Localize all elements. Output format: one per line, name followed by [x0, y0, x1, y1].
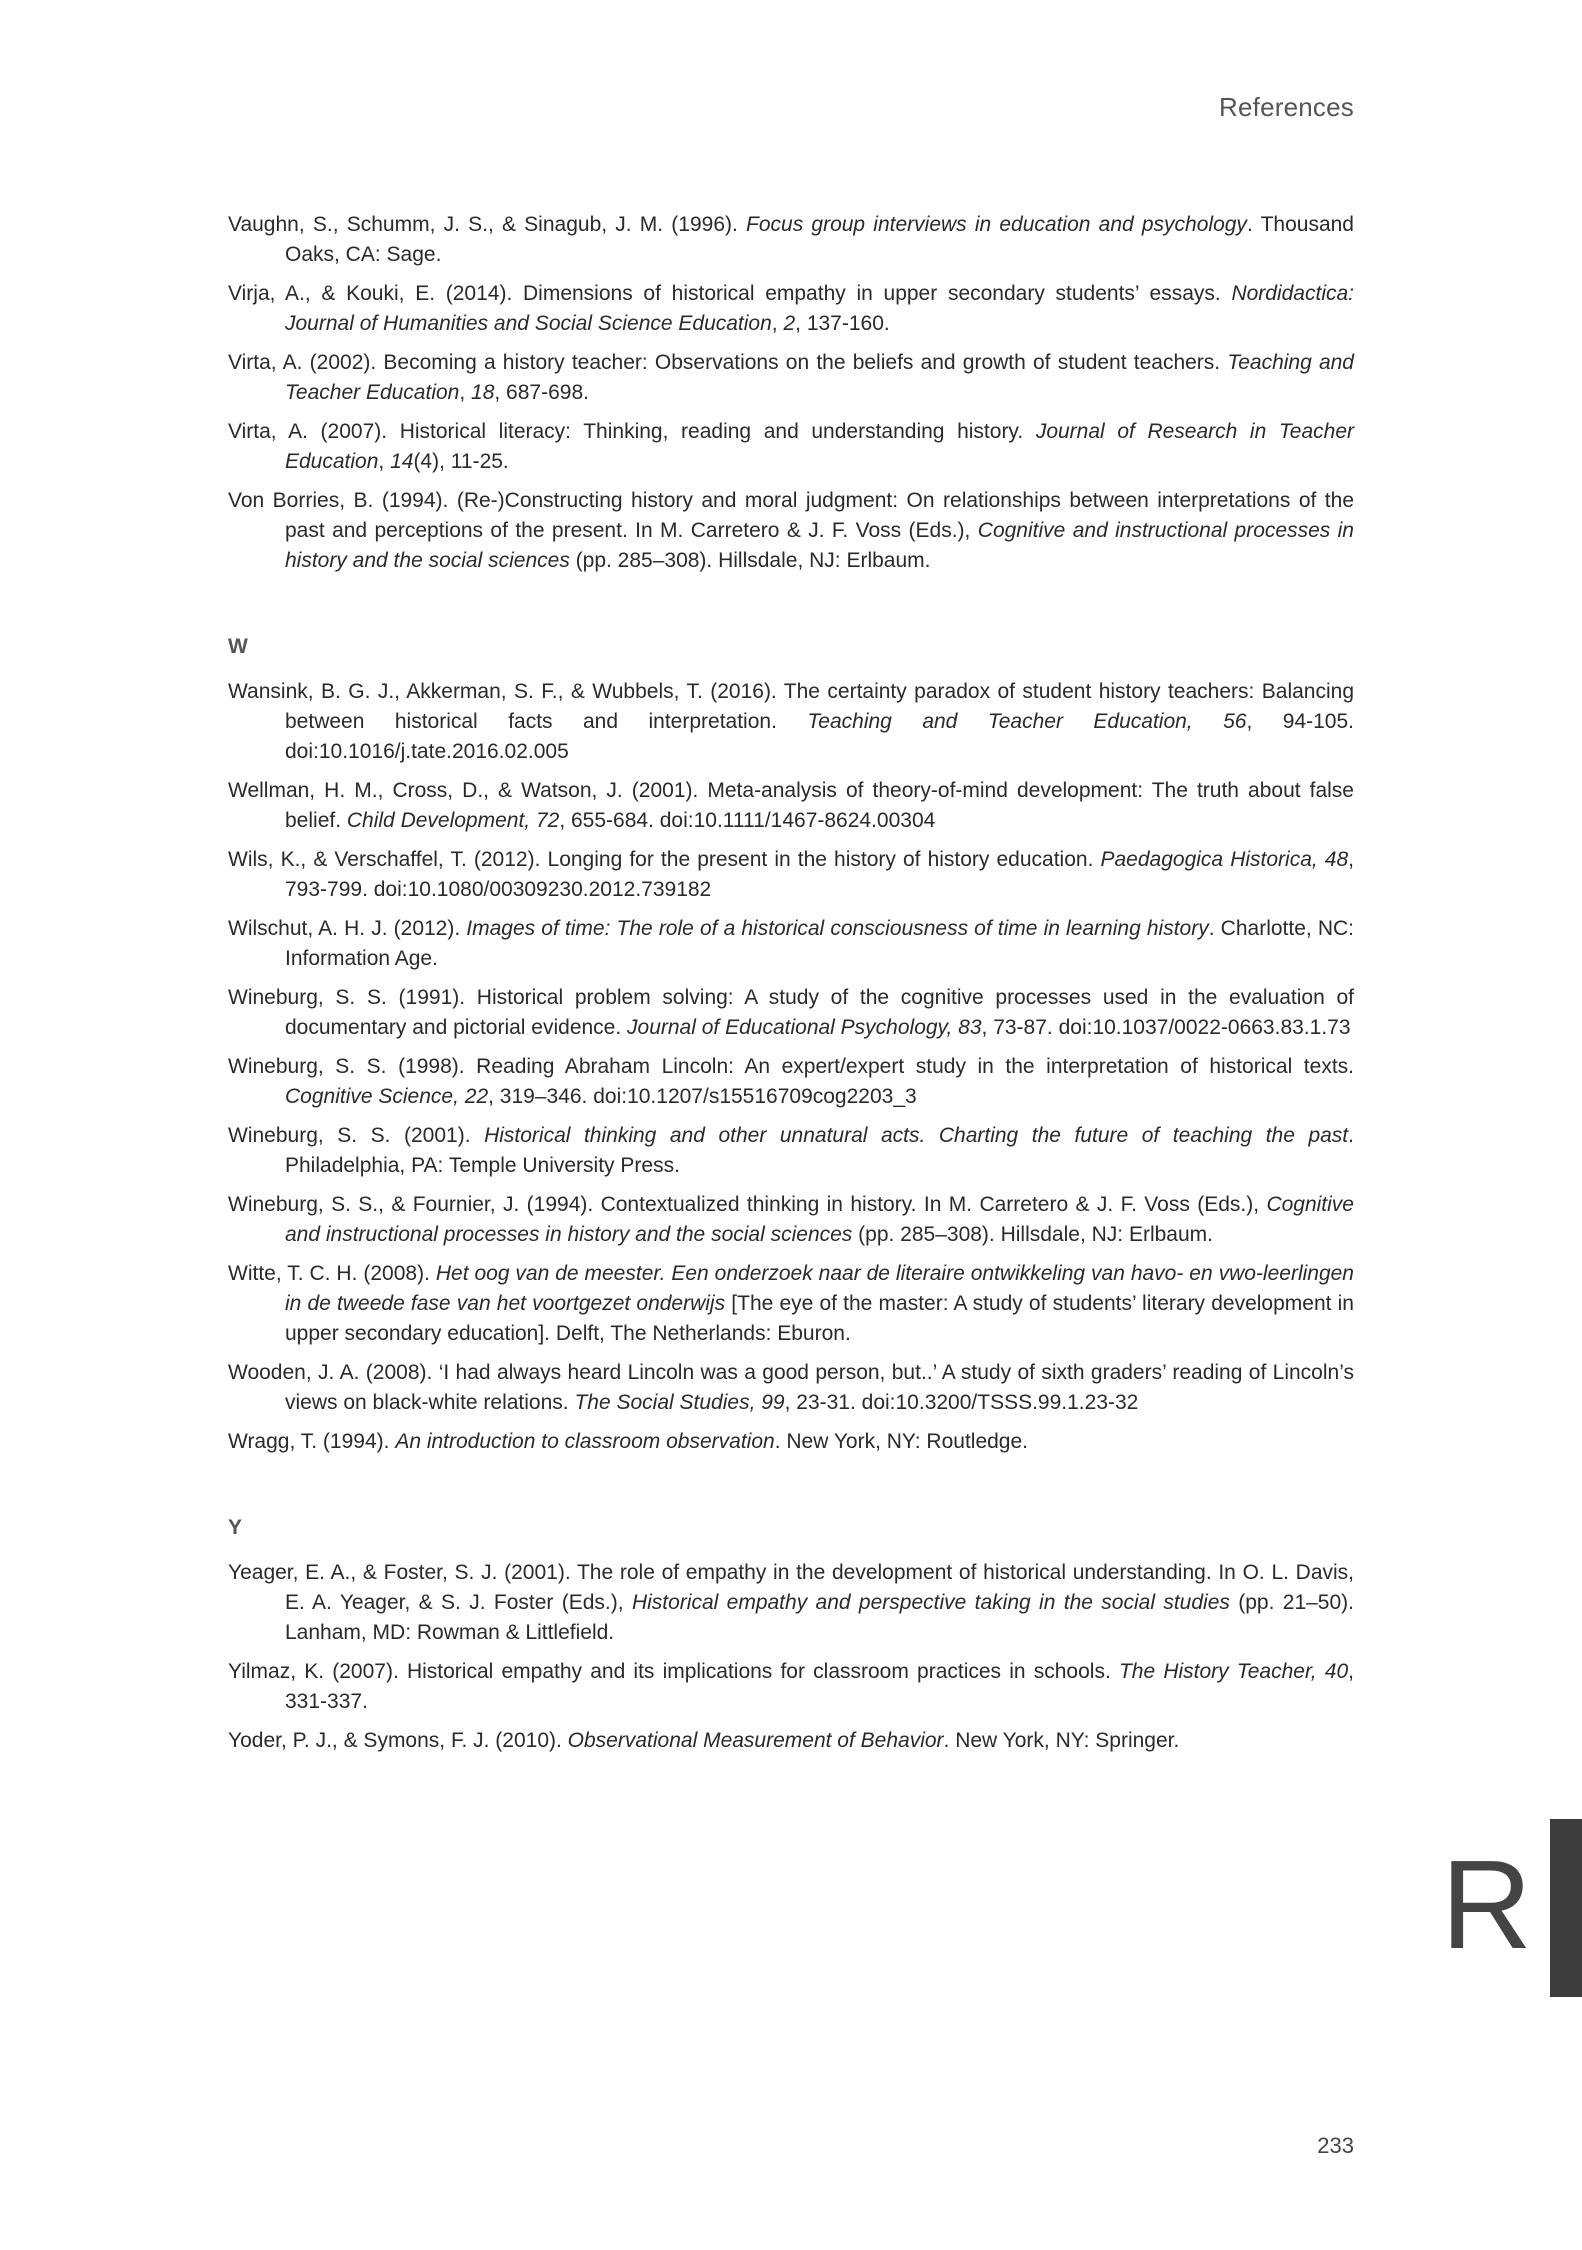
reference-entry	[228, 1358, 1354, 1418]
reference-title-segment: 14	[390, 450, 414, 473]
reference-text-segment: Wils, K., & Verschaffel, T. (2012). Longing for the present in the history of history education.	[228, 848, 1101, 871]
reference-title-segment: 2	[783, 312, 796, 335]
reference-entry	[228, 1052, 1354, 1112]
reference-title-segment: Cognitive and instructional processes in history and the social sciences	[285, 519, 1354, 572]
reference-title-segment: Cognitive and instructional processes in history and the social sciences	[285, 1193, 1354, 1246]
reference-text-segment: , 73-87. doi:10.1037/0022-0663.83.1.73	[981, 1016, 1351, 1039]
reference-title-segment: Journal of Research in Teacher Education	[285, 420, 1354, 473]
reference-text-segment: Von Borries, B. (1994). (Re-)Constructing history and moral judgment: On relationships between interpretations of the past and perceptions of the present. In M. Carretero & J. F. Voss (Eds.),	[228, 489, 1354, 542]
reference-entry	[228, 1558, 1354, 1648]
reference-entry	[228, 279, 1354, 339]
reference-text-segment: Yoder, P. J., & Symons, F. J. (2010).	[228, 1729, 568, 1752]
reference-entry	[228, 776, 1354, 836]
reference-text-segment: , 655-684. doi:10.1111/1467-8624.00304	[559, 809, 936, 832]
reference-text-segment: Virta, A. (2002). Becoming a history teacher: Observations on the beliefs and growth of student teachers.	[228, 351, 1228, 374]
reference-text-segment: . New York, NY: Springer.	[943, 1729, 1180, 1752]
reference-title-segment: 18	[471, 381, 495, 404]
reference-text-segment: Wineburg, S. S. (2001).	[228, 1124, 485, 1147]
reference-text-segment: , 687-698.	[494, 381, 589, 404]
reference-entry	[228, 677, 1354, 767]
reference-text-segment: Yeager, E. A., & Foster, S. J. (2001). The role of empathy in the development of historical understanding. In O. L. Davis, E. A. Yeager, & S. J. Foster (Eds.),	[228, 1561, 1354, 1614]
reference-entry	[228, 1121, 1354, 1181]
reference-title-segment: An introduction to classroom observation	[395, 1430, 775, 1453]
reference-text-segment: Wineburg, S. S., & Fournier, J. (1994). Contextualized thinking in history. In M. Carretero & J. F. Voss (Eds.),	[228, 1193, 1267, 1216]
reference-title-segment: Paedagogica Historica, 48	[1100, 848, 1349, 871]
reference-entry	[228, 1657, 1354, 1717]
reference-text-segment: Wooden, J. A. (2008). ‘I had always heard Lincoln was a good person, but..’ A study of sixth graders’ reading of Lincoln’s views on black-white relations.	[228, 1361, 1354, 1414]
reference-text-segment: , 137-160.	[795, 312, 890, 335]
reference-text-segment: , 793-799. doi:10.1080/00309230.2012.739182	[285, 848, 1354, 901]
reference-entry	[228, 486, 1354, 576]
reference-title-segment: Historical thinking and other unnatural acts. Charting the future of teaching the past	[484, 1124, 1349, 1147]
reference-title-segment: The History Teacher, 40	[1118, 1660, 1349, 1683]
reference-text-segment: (pp. 285–308). Hillsdale, NJ: Erlbaum.	[852, 1223, 1213, 1246]
reference-text-segment: ,	[459, 381, 472, 404]
reference-text-segment: Wilschut, A. H. J. (2012).	[228, 917, 467, 940]
reference-text-segment: . Charlotte, NC: Information Age.	[285, 917, 1355, 970]
reference-title-segment: Het oog van de meester. Een onderzoek naar de literaire ontwikkeling van havo- en vwo-leerlingen in de tweede fase van het voortgezet onderwijs	[285, 1262, 1354, 1315]
reference-text-segment: , 94-105. doi:10.1016/j.tate.2016.02.005	[285, 710, 1354, 763]
reference-title-segment: The Social Studies, 99	[574, 1391, 785, 1414]
reference-text-segment: , 23-31. doi:10.3200/TSSS.99.1.23-32	[784, 1391, 1139, 1414]
reference-entry	[228, 1259, 1354, 1349]
reference-text-segment: Vaughn, S., Schumm, J. S., & Sinagub, J. M. (1996).	[228, 213, 747, 236]
reference-entry	[228, 983, 1354, 1043]
reference-text-segment: Virja, A., & Kouki, E. (2014). Dimensions of historical empathy in upper secondary students’ essays.	[228, 282, 1232, 305]
reference-title-segment: Cognitive Science, 22	[285, 1085, 489, 1108]
chapter-tab-letter: R	[1441, 1834, 1532, 1975]
reference-text-segment: Wragg, T. (1994).	[228, 1430, 396, 1453]
reference-text-segment: Yilmaz, K. (2007). Historical empathy and its implications for classroom practices in schools.	[228, 1660, 1119, 1683]
reference-text-segment: Wansink, B. G. J., Akkerman, S. F., & Wubbels, T. (2016). The certainty paradox of student history teachers: Balancing between historical facts and interpretation.	[228, 680, 1354, 733]
section-letter-heading: W	[228, 635, 248, 658]
reference-text-segment: (pp. 21–50). Lanham, MD: Rowman & Littlefield.	[285, 1591, 1354, 1644]
chapter-tab-bar	[1550, 1819, 1582, 1997]
reference-title-segment: Teaching and Teacher Education, 56	[807, 710, 1247, 733]
reference-text-segment: Wineburg, S. S. (1991). Historical problem solving: A study of the cognitive processes used in the evaluation of documentary and pictorial evidence.	[228, 986, 1354, 1039]
reference-text-segment: , 331-337.	[285, 1660, 1355, 1713]
reference-entry	[228, 1190, 1354, 1250]
reference-text-segment: , 319–346. doi:10.1207/s15516709cog2203_3	[488, 1085, 917, 1108]
reference-text-segment: Wineburg, S. S. (1998). Reading Abraham Lincoln: An expert/expert study in the interpretation of historical texts.	[228, 1055, 1354, 1078]
reference-title-segment: Images of time: The role of a historical consciousness of time in learning history	[466, 917, 1209, 940]
reference-title-segment: Focus group interviews in education and psychology	[746, 213, 1247, 236]
reference-text-segment: [The eye of the master: A study of students’ literary development in upper secondary education]. Delft, The Netherlands: Eburon.	[285, 1292, 1354, 1345]
page-number: 233	[1317, 2133, 1354, 2158]
reference-entry	[228, 1427, 1354, 1457]
reference-text-segment: Wellman, H. M., Cross, D., & Watson, J. (2001). Meta-analysis of theory-of-mind development: The truth about false belief.	[228, 779, 1354, 832]
running-head-title: References	[1219, 92, 1354, 122]
section-letter-heading: Y	[228, 1516, 243, 1539]
reference-title-segment: Child Development, 72	[346, 809, 560, 832]
reference-text-segment: ,	[378, 450, 391, 473]
reference-text-segment: ,	[771, 312, 784, 335]
reference-title-segment: Nordidactica: Journal of Humanities and Social Science Education	[285, 282, 1354, 335]
reference-text-segment: Virta, A. (2007). Historical literacy: Thinking, reading and understanding history.	[228, 420, 1036, 443]
reference-text-segment: (4), 11-25.	[413, 450, 509, 473]
reference-entry	[228, 417, 1354, 477]
reference-text-segment: . Thousand Oaks, CA: Sage.	[285, 213, 1354, 266]
reference-entry	[228, 210, 1354, 270]
reference-text-segment: . New York, NY: Routledge.	[774, 1430, 1028, 1453]
reference-entry	[228, 348, 1354, 408]
reference-list	[228, 210, 1354, 1765]
reference-text-segment: . Philadelphia, PA: Temple University Press.	[285, 1124, 1354, 1177]
reference-title-segment: Observational Measurement of Behavior	[567, 1729, 944, 1752]
reference-text-segment: Witte, T. C. H. (2008).	[228, 1262, 436, 1285]
reference-title-segment: Journal of Educational Psychology, 83	[627, 1016, 982, 1039]
reference-title-segment: Historical empathy and perspective taking in the social studies	[631, 1591, 1230, 1614]
reference-entry	[228, 845, 1354, 905]
reference-entry	[228, 1726, 1354, 1756]
reference-text-segment: (pp. 285–308). Hillsdale, NJ: Erlbaum.	[569, 549, 931, 572]
reference-entry	[228, 914, 1354, 974]
reference-title-segment: Teaching and Teacher Education	[285, 351, 1354, 404]
